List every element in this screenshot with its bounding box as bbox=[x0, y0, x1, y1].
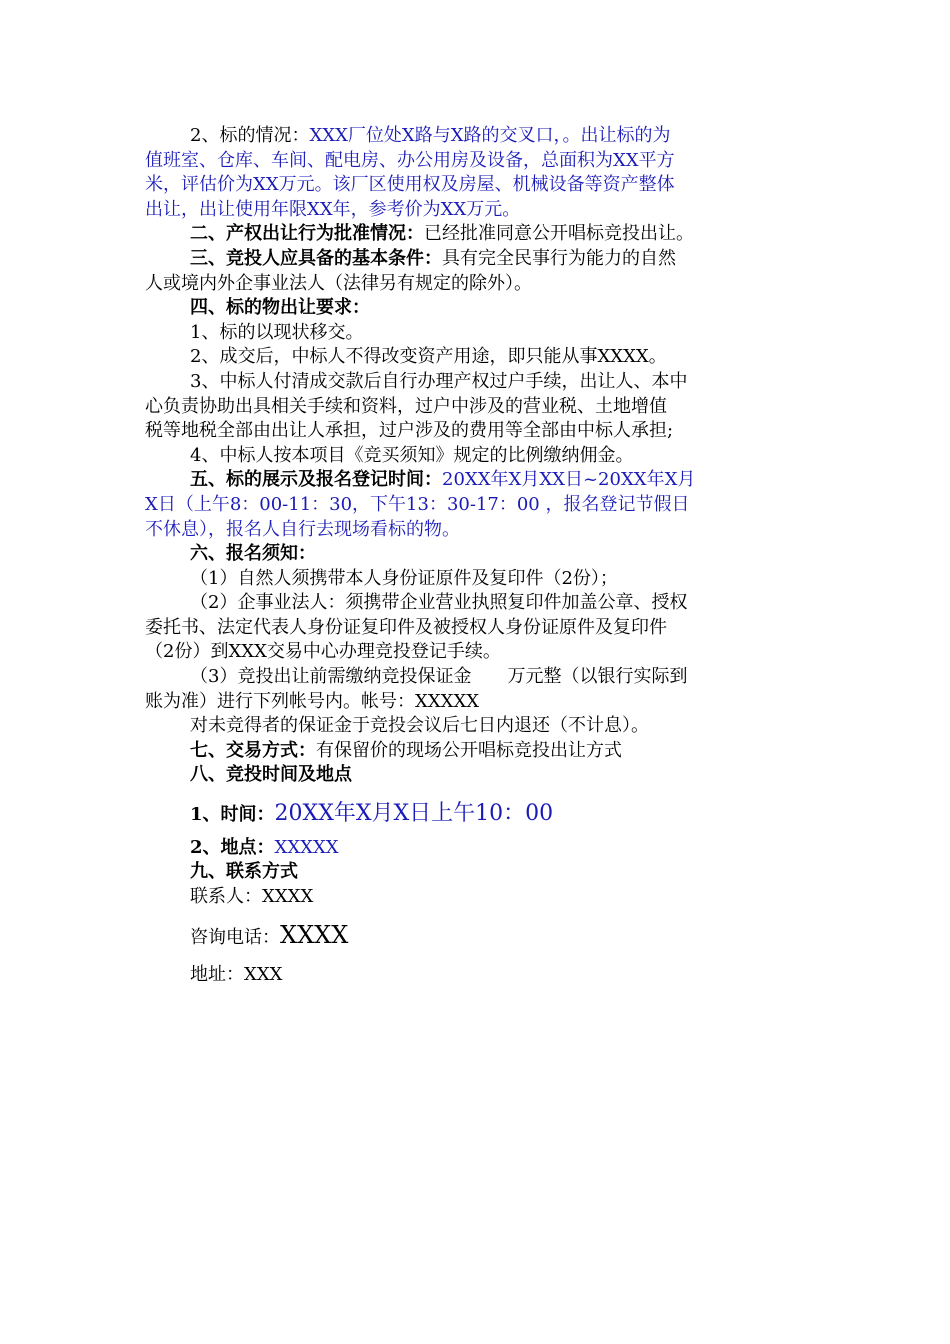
document-page bbox=[145, 124, 810, 988]
section-5-text: 20XX年X月XX日~20XX年X月 bbox=[442, 469, 696, 491]
section-9-heading: 九、联系方式 bbox=[190, 861, 298, 883]
section-8-time-label: 1、时间： bbox=[190, 804, 275, 826]
item-2-line-2: 值班室、仓库、车间、配电房、办公用房及设备，总面积为XX平方 bbox=[145, 149, 675, 171]
section-4-item-3-line-1: 3、中标人付清成交款后自行办理产权过户手续，出让人、本中 bbox=[190, 370, 688, 392]
section-3-heading: 三、竞投人应具备的基本条件： bbox=[190, 247, 442, 269]
section-9-phone bbox=[145, 923, 810, 951]
section-2-text: 已经批准同意公开唱标竞投出让。 bbox=[424, 223, 694, 245]
section-6-item-3-line-1: （3）竞投出让前需缴纳竞投保证金 万元整（以银行实际到 bbox=[190, 666, 688, 688]
section-7 bbox=[145, 739, 810, 764]
item-2-line-4: 出让，出让使用年限XX年，参考价为XX万元。 bbox=[145, 198, 521, 220]
section-5-line-3: 不休息），报名人自行去现场看标的物。 bbox=[145, 518, 460, 540]
section-4-item-4: 4、中标人按本项目《竞买须知》规定的比例缴纳佣金。 bbox=[190, 444, 634, 466]
section-8-place-label: 2、地点： bbox=[190, 836, 275, 858]
section-9-phone-value: XXXX bbox=[280, 921, 349, 950]
section-9-address: 地址：XXX bbox=[190, 964, 283, 985]
item-2-text: XXX厂位处X路与X路的交叉口，。出让标的为 bbox=[309, 125, 671, 146]
section-8-place-value: XXXXX bbox=[274, 836, 339, 858]
section-9-contact: 联系人：XXXX bbox=[190, 885, 314, 907]
item-2-line-3: 米，评估价为XX万元。该厂区使用权及房屋、机械设备等资产整体 bbox=[145, 174, 675, 196]
section-2 bbox=[145, 222, 810, 247]
section-8-time-value: 20XX年X月X日上午10：00 bbox=[274, 801, 554, 827]
section-8-heading: 八、竞投时间及地点 bbox=[190, 764, 352, 786]
section-4-item-1: 1、标的以现状移交。 bbox=[190, 321, 364, 343]
section-3-text: 具有完全民事行为能力的自然 bbox=[442, 247, 676, 269]
section-3 bbox=[145, 247, 810, 272]
section-4-heading: 四、标的物出让要求： bbox=[190, 297, 370, 319]
section-6-heading: 六、报名须知： bbox=[190, 543, 316, 565]
section-6-item-1: （1）自然人须携带本人身份证原件及复印件（2份）； bbox=[190, 567, 618, 589]
section-6-note: 对未竞得者的保证金于竞投会议后七日内退还（不计息）。 bbox=[190, 715, 649, 737]
section-5 bbox=[145, 468, 810, 493]
section-8-place bbox=[145, 836, 810, 861]
section-4-item-3-line-2: 心负责协助出具相关手续和资料，过户中涉及的营业税、土地增值 bbox=[145, 395, 667, 417]
section-7-heading: 七、交易方式： bbox=[190, 739, 316, 761]
section-6-item-3-line-2: 账为准）进行下列帐号内。帐号：XXXXX bbox=[145, 690, 480, 712]
section-8-time bbox=[145, 802, 810, 828]
section-7-text: 有保留价的现场公开唱标竞投出让方式 bbox=[316, 739, 622, 761]
section-3-line-2: 人或境内外企事业法人（法律另有规定的除外）。 bbox=[145, 272, 532, 294]
item-2-line-1 bbox=[145, 124, 810, 149]
section-9-phone-label: 咨询电话： bbox=[190, 927, 280, 949]
section-6-item-2-line-1: （2）企事业法人：须携带企业营业执照复印件加盖公章、授权 bbox=[190, 592, 688, 614]
section-4-item-2: 2、成交后，中标人不得改变资产用途，即只能从事XXXX。 bbox=[190, 346, 667, 368]
section-2-heading: 二、产权出让行为批准情况： bbox=[190, 223, 424, 245]
section-6-item-2-line-2: 委托书、法定代表人身份证复印件及被授权人身份证原件及复印件 bbox=[145, 616, 667, 638]
section-4-item-3-line-3: 税等地税全部由出让人承担，过户涉及的费用等全部由中标人承担; bbox=[145, 420, 674, 442]
section-5-heading: 五、标的展示及报名登记时间： bbox=[190, 469, 442, 491]
section-6-item-2-line-3: （2份）到XXX交易中心办理竞投登记手续。 bbox=[145, 641, 501, 663]
item-2-lead: 2、标的情况： bbox=[190, 125, 310, 146]
section-5-line-2: X日（上午8：00-11：30，下午13：30-17：00 ，报名登记节假日 bbox=[145, 493, 690, 515]
